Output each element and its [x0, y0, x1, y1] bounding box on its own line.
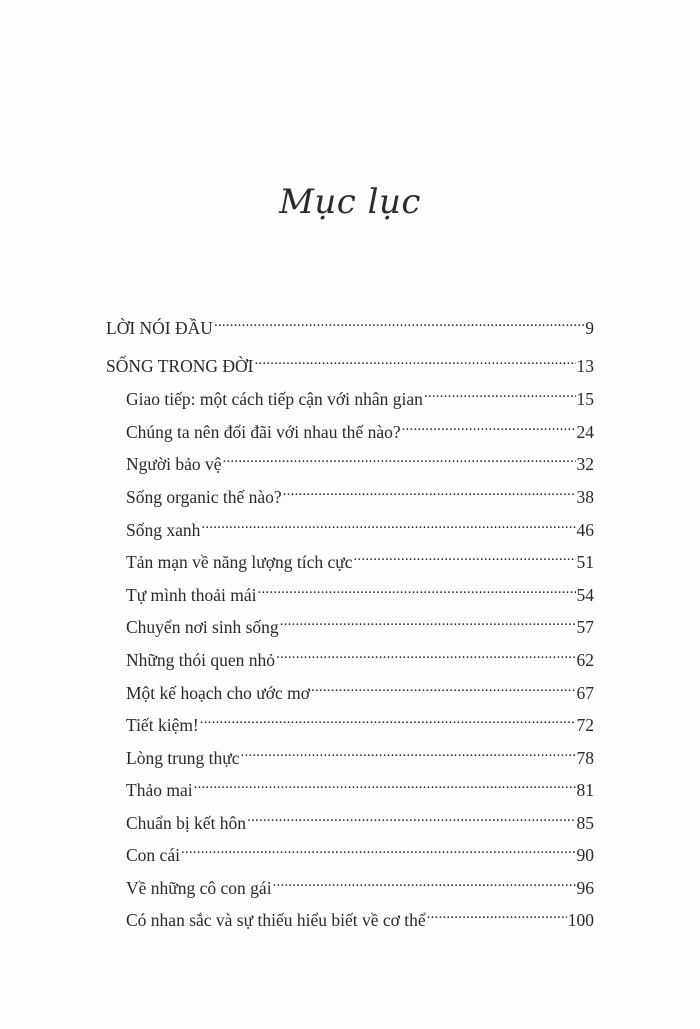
toc-entry-title: Sống xanh: [126, 520, 201, 540]
toc-entry-title: Giao tiếp: một cách tiếp cận với nhân gian: [126, 389, 423, 409]
toc-entry-page: 85: [576, 813, 594, 833]
toc-entry[interactable]: [126, 644, 594, 671]
toc-entry[interactable]: [126, 774, 594, 801]
toc-entry-title: Một kế hoạch cho ước mơ: [126, 683, 310, 703]
toc-entry-title: Sống organic thế nào?: [126, 487, 282, 507]
toc-entry-title: Chúng ta nên đối đãi với nhau thế nào?: [126, 422, 401, 442]
toc-entry-page: 9: [585, 318, 594, 338]
toc-entry-page: 24: [576, 422, 594, 442]
toc-entry[interactable]: [126, 448, 594, 475]
dot-leader: [254, 350, 575, 372]
toc-entry[interactable]: [126, 579, 594, 606]
dot-leader: [247, 807, 575, 829]
toc-entry-page: 96: [576, 878, 594, 898]
dot-leader: [214, 312, 584, 334]
toc-entry-page: 100: [567, 910, 594, 930]
page-title: Mục lục: [279, 182, 421, 222]
toc-entry-title: Tiết kiệm!: [126, 715, 199, 735]
toc-entry-title: Có nhan sắc và sự thiếu hiểu biết về cơ thể: [126, 910, 426, 930]
toc-entry-title: Tự mình thoải mái: [126, 585, 257, 605]
dot-leader: [194, 774, 576, 796]
toc-entry[interactable]: [126, 383, 594, 410]
toc-entry[interactable]: [126, 709, 594, 736]
toc-entry[interactable]: [126, 742, 594, 769]
dot-leader: [353, 546, 575, 568]
toc-entry-title: Tản mạn về năng lượng tích cực: [126, 552, 353, 572]
dot-leader: [402, 416, 576, 438]
toc-entry-page: 38: [576, 487, 594, 507]
toc-entry[interactable]: [126, 546, 594, 573]
dot-leader: [424, 383, 576, 405]
toc-entry[interactable]: [126, 677, 594, 704]
dot-leader: [427, 904, 567, 926]
dot-leader: [200, 709, 576, 731]
toc-entry-page: 72: [576, 715, 594, 735]
toc-entry[interactable]: [126, 904, 594, 931]
toc-entry-title: LỜI NÓI ĐẦU: [106, 318, 213, 338]
toc-entry-page: 15: [576, 389, 594, 409]
toc-entry[interactable]: [126, 839, 594, 866]
toc-entry-page: 13: [576, 356, 594, 376]
toc-entry-title: Con cái: [126, 845, 180, 865]
toc-entry-title: Người bảo vệ: [126, 454, 222, 474]
toc-entry-page: 46: [576, 520, 594, 540]
dot-leader: [181, 839, 576, 861]
dot-leader: [276, 644, 576, 666]
dot-leader: [201, 514, 575, 536]
toc-entry-title: Về những cô con gái: [126, 878, 272, 898]
dot-leader: [280, 611, 576, 633]
toc-entry-page: 78: [576, 748, 594, 768]
dot-leader: [241, 742, 576, 764]
toc-entry-page: 51: [576, 552, 594, 572]
toc-entry-page: 67: [576, 683, 594, 703]
dot-leader: [273, 872, 576, 894]
toc-entry-title: SỐNG TRONG ĐỜI: [106, 356, 254, 376]
toc-entry-page: 57: [576, 617, 594, 637]
toc-entry-title: Những thói quen nhỏ: [126, 650, 275, 670]
toc-entry[interactable]: [126, 416, 594, 443]
toc-entry[interactable]: [126, 872, 594, 899]
toc-entry[interactable]: [126, 481, 594, 508]
toc-entry[interactable]: [106, 312, 594, 339]
toc-entry[interactable]: [126, 807, 594, 834]
toc-entry-title: Thảo mai: [126, 780, 193, 800]
toc-entry-page: 54: [576, 585, 594, 605]
toc-entry[interactable]: [126, 611, 594, 638]
toc-entry-page: 90: [576, 845, 594, 865]
toc-entry[interactable]: [106, 350, 594, 377]
toc-entry-title: Chuẩn bị kết hôn: [126, 813, 247, 833]
dot-leader: [283, 481, 576, 503]
toc-entry-page: 81: [576, 780, 594, 800]
toc-entry-title: Lòng trung thực: [126, 748, 240, 768]
toc-entry-page: 62: [576, 650, 594, 670]
toc-entry[interactable]: [126, 514, 594, 541]
dot-leader: [223, 448, 576, 470]
dot-leader: [258, 579, 576, 601]
toc-entry-title: Chuyển nơi sinh sống: [126, 617, 279, 637]
dot-leader: [311, 677, 576, 699]
toc-entry-page: 32: [576, 454, 594, 474]
